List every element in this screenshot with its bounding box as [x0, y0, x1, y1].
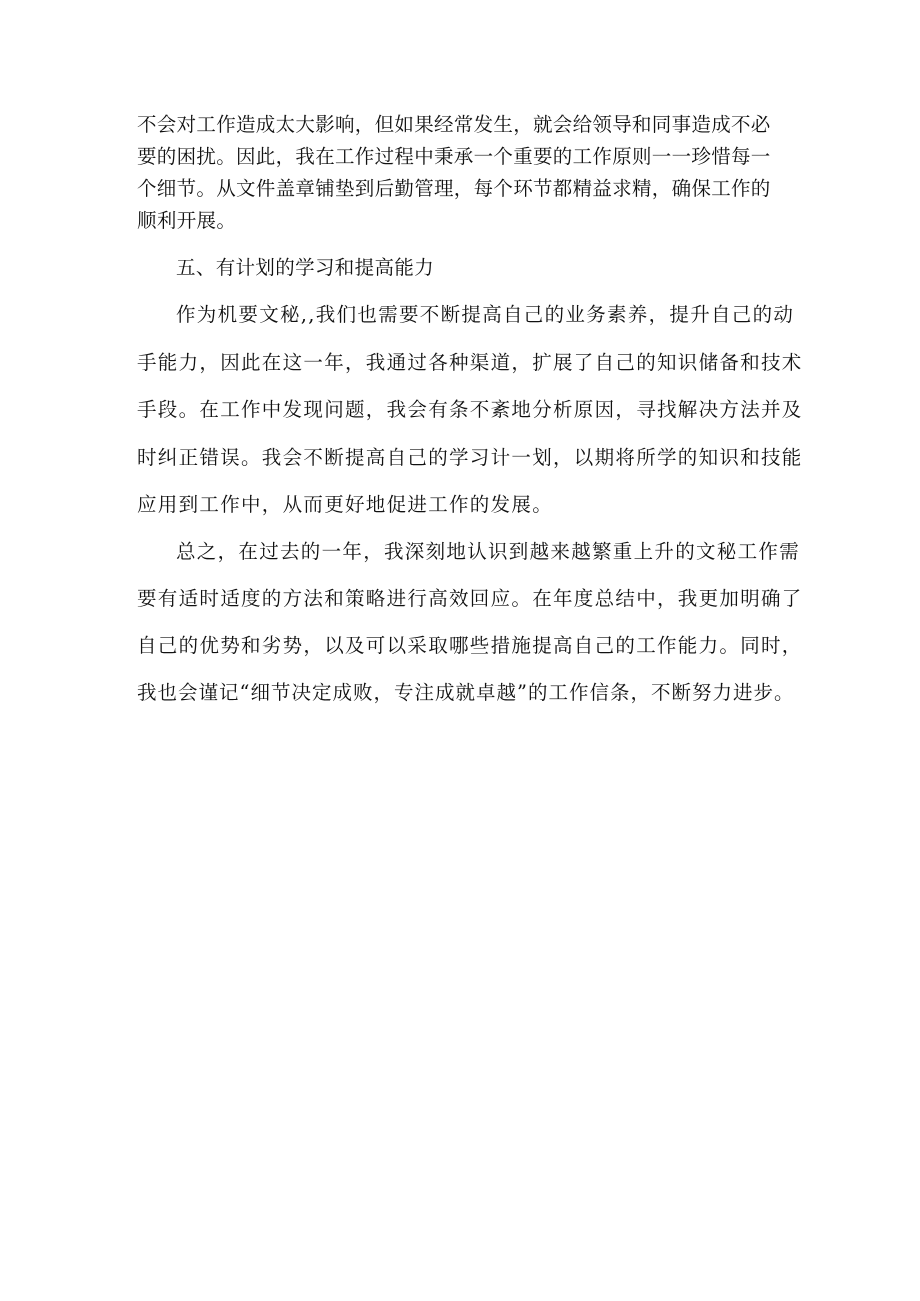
paragraph-1-line-5: 应用到工作中，从而更好地促进工作的发展。 [137, 493, 554, 516]
paragraph-1-line-2: 手能力，因此在这一年，我通过各种渠道，扩展了自己的知识储备和技术 [137, 351, 803, 374]
intro-line-4: 顺利开展。 [137, 209, 237, 232]
paragraph-2-line-4: 我也会谨记“细节决定成败，专注成就卓越”的工作信条，不断努力进步。 [137, 681, 795, 704]
paragraph-1-line-4: 时纠正错误。我会不断提高自己的学习计一划，以期将所学的知识和技能 [137, 446, 803, 469]
paragraph-2-line-3: 自己的优势和劣势，以及可以采取哪些措施提高自己的工作能力。同时， [137, 634, 803, 657]
paragraph-2-line-1: 总之，在过去的一年，我深刻地认识到越来越繁重上升的文秘工作需 [176, 540, 801, 563]
paragraph-1-line-1: 作为机要文秘,,我们也需要不断提高自己的业务素养，提升自己的动 [176, 303, 795, 326]
intro-line-2: 要的困扰。因此，我在工作过程中秉承一个重要的工作原则一一珍惜每一 [137, 145, 771, 168]
intro-line-1: 不会对工作造成太大影响，但如果经常发生，就会给领导和同事造成不必 [137, 113, 771, 136]
paragraph-1-line-3: 手段。在工作中发现问题，我会有条不紊地分析原因，寻找解决方法并及 [137, 398, 803, 421]
paragraph-2-line-2: 要有适时适度的方法和策略进行高效回应。在年度总结中，我更加明确了 [137, 587, 803, 610]
intro-line-3: 个细节。从文件盖章铺垫到后勤管理，每个环节都精益求精，确保工作的 [137, 177, 771, 200]
section-heading: 五、有计划的学习和提高能力 [176, 256, 435, 279]
